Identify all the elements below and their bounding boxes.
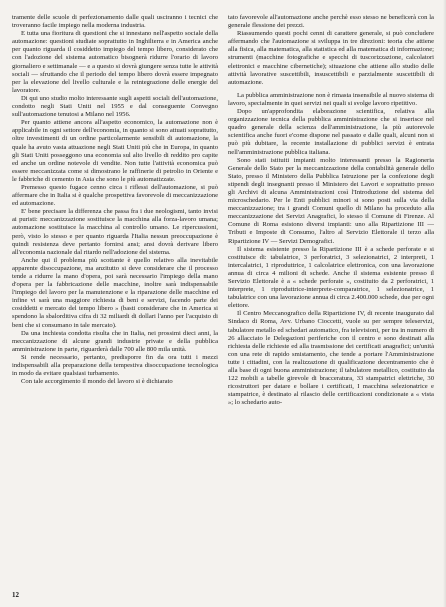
paragraph: tramente delle scuole di perfezionamento dalle quali usciranno i tecnici che troveranno facile impiego nella moderna industria. xyxy=(12,14,218,30)
paragraph: Si rende necessario, pertanto, predisporre fin da ora tutti i mezzi indispensabili alla preparazione della tempestiva disoccupazione tecnologica in modo da evitare qualsiasi turbamento. xyxy=(12,353,218,378)
paragraph: Il Centro Meccanografico della Ripartizione IV, di recente inaugurato dal Sindaco di Roma, Avv. Urbano Cioccetti, vuole su per sempre teleservizi, tabulatore metallo ed schedari automatico, fra televisioni, per tra in numero di 26 allacciato le Delegazioni periferiche con il centro e sono destinati alla richiesta delle richieste ed alla trasmissione dei certificati anagrafici; un'unità con una rete di rapido smistamento, che tende a portare l'Amministrazione tutte i cittadini, con la realizzazione di qualificazione decentramento che è alla base di ogni buona amministrazione; il tabulatore metallico, costituito da 122 mobili a tabelle girevole di bracceratura, 33 stampatrici elettriche, 30 ricostruttori per datare e bollare i certificati, I macchina selezionatrice e stampatrice, è destinato al rilascio delle certificazioni condizionate a « vista »; lo schedario auto- xyxy=(228,310,434,407)
paragraph: Sono stati istituiti impianti molto interessanti presso la Ragioneria Generale dello Stato per la meccanizzazione della contabilità generale dello Stato, presso il Ministero della Pubblica Istruzione per la confezione degli stipendi degli insegnanti presso il Ministero dei Lavori e soprattutto presso gli Archivi di alcuna Amministrazioni così l'Introduzione del sistema del microschedario. Per le Enti pubblici minori si sono posti sulla via della meccanizzazione; tra i grandi Comuni quello di Milano ha proceduto alla meccanizzazione dei Servizi Anagrafici, lo stesso il Comune di Firenze. Al Comune di Roma esistono diversi impianti: uno alla Ripartizione III — Tributi e Imposte di Consumo, l'altro al Servizio Elettorale il terzo alla Ripartizione IV — Servizi Demografici. xyxy=(228,156,434,245)
paragraph: tato favorevole all'automazione anche perchè esso stesso ne beneficerà con la generale flessione dei prezzi. xyxy=(228,14,434,30)
page-number: 12 xyxy=(12,591,19,599)
paragraph: Dopo un'approfondita elaborazione scientifica, relativa alla organizzazione tecnica della pubblica amministrazione che si inserisce nel quadro generale della scienza dell'amministrazione, la più autorevole scientifica anche fuori e'come dispone nel passato e dalle quali, alcuni non si può più dubitare, la recente installazione di pubblici servizi è entrata nell'amministrazione pubblica italiana. xyxy=(228,108,434,156)
right-column xyxy=(228,14,434,579)
left-column xyxy=(12,14,218,579)
paragraph: Di qui uno studio molto interessante sugli aspetti sociali dell'automazione, condotto negli Stati Uniti nel 1955 e dal conseguente Convegno sull'automazione tenutosi a Milano nel 1956. xyxy=(12,94,218,119)
paragraph: Premesso questo fugace cenno circa i riflessi dell'automazione, si può affermare che in Italia si è qualche prospettiva favorevole di meccanizzazione ed automazione. xyxy=(12,183,218,208)
paragraph: Il sistema esistente presso la Ripartizione III è a schede perforate e si costituisce di: tabulatrice, 3 perforatrici, 3 selezionatrici, 2 interpreti, 1 intercalatrici, 1 riproduttrice, 1 calcolatrice elettronica, con una lavorazione annua di circa 4 milioni di schede. Anche il sistema esistente presso il Servizio Elettorale è a « schede perforate », costituito da 2 perforatrici, 1 interprete, 1 riproduttrice-interprete-comparatrice, 1 selezionatrice, 1 tabulatrice con una lavorazione annua di circa 2.400.000 schede, due per ogni elettore. xyxy=(228,245,434,310)
paragraph: Da una inchiesta condotta risulta che in Italia, nei prossimi dieci anni, la meccanizzazione di alcune grandi industrie private e della pubblica amministrazione in parte, riguarderà dalle 700 alle 800 mila unità. xyxy=(12,329,218,353)
paragraph: Riassumendo questi pochi cenni di carattere generale, si può concludere affermando che l'automazione si sviluppa in tre direzioni: teoria che attiene alla fisica, alla matematica, alla statistica ed alla matematica di informazione; strumenti (macchine fotografiche e specchi di tuscorizzazione, calcolatori elettronici e macchine cibernetiche); situazione che attiene allo studio delle attività lavorative suscettibili, insuscettibili e parzialmente suscettibili di automazione. xyxy=(228,30,434,86)
paragraph: Con tale accorgimento il mondo del lavoro si è dichiarato xyxy=(21,378,173,386)
paragraph: La pubblica amministrazione non è rimasta insensibile al nuovo sistema di lavoro, specialmente in quei servizi nei quali si svolge lavoro ripetitivo. xyxy=(228,91,434,107)
paragraph: E tutta una fioritura di questioni che si innestano nell'aspetto sociale della automazione: questioni studiate soprattutto in Inghilterra e in America anche per quanto riguarda il cosiddetto impiego del tempo libero, considerato che con l'adozione del sistema automatico bisognerà ridurre l'orario di lavoro giornaliero e settimanale — e a questo si dovrà giungere senza tutte le attività sociali — sfruttando che il periodo del tempo libero dovrà essere impegnato per la elevazione del livello culturale e la reintegrazione delle energie del lavoratore. xyxy=(12,30,218,94)
paragraph: Per quanto attiene ancora all'aspetto economico, la automazione non è applicabile in ogni settore dell'economia, in quanto si sono attuati soprattutto, oltre investimenti di un ordine particolarmente sensibili di automazione, la quale ha avuto vasta attuazione negli Stati Uniti più che in Europa, in quanto gli Stati Uniti posseggono una economia sul alto livello di reddito pro capite ed anche un ordine notevole di vendite. Non tutte l'attività economica può essere meccanizzata come si dimostrano le raffinerie di petrolio in Oriente e le fabbriche di cemento in Asia che sono le più automatizzate. xyxy=(12,119,218,183)
text-columns xyxy=(12,14,434,579)
paragraph: Anche qui il problema più scottante è quello relativo alla inevitabile apparente disoccupazione, ma anzitutto si deve considerare che il processo tende a ridurre la mano d'opera, poi sarà necessario l'impiego della mano d'opera per la fabbricazione delle macchine, inoltre sarà indispensabile l'impiego del lavoro per la manutenzione e la riparazione delle macchine ed infine vi sarà una maggiore richiesta di beni e servizi, facendo parte dei cosiddetti e mercato del tempo libero » (basti considerare che in America si spendono la sbalorditiva cifra di 32 miliardi di dollari l'anno per l'acquisto di beni che si consumano in tale mercato). xyxy=(12,256,218,329)
paragraph: E' bene precisare la differenza che passa fra i due neologismi, tanto invisi ai puristi: meccanizzazione sostituisce la macchina alla forza-lavoro umana; automazione sostituisce la macchina al controllo umano. Le ripercussioni, però, visto lo stesso e per quanto riguarda l'Italia nessun preoccupazione è quindi resistenza deve pertanto fornirsi ansi; ansi dovrà derivare libero all'economia nazionale dal ritardo nell'adozione del sistema. xyxy=(12,208,218,256)
